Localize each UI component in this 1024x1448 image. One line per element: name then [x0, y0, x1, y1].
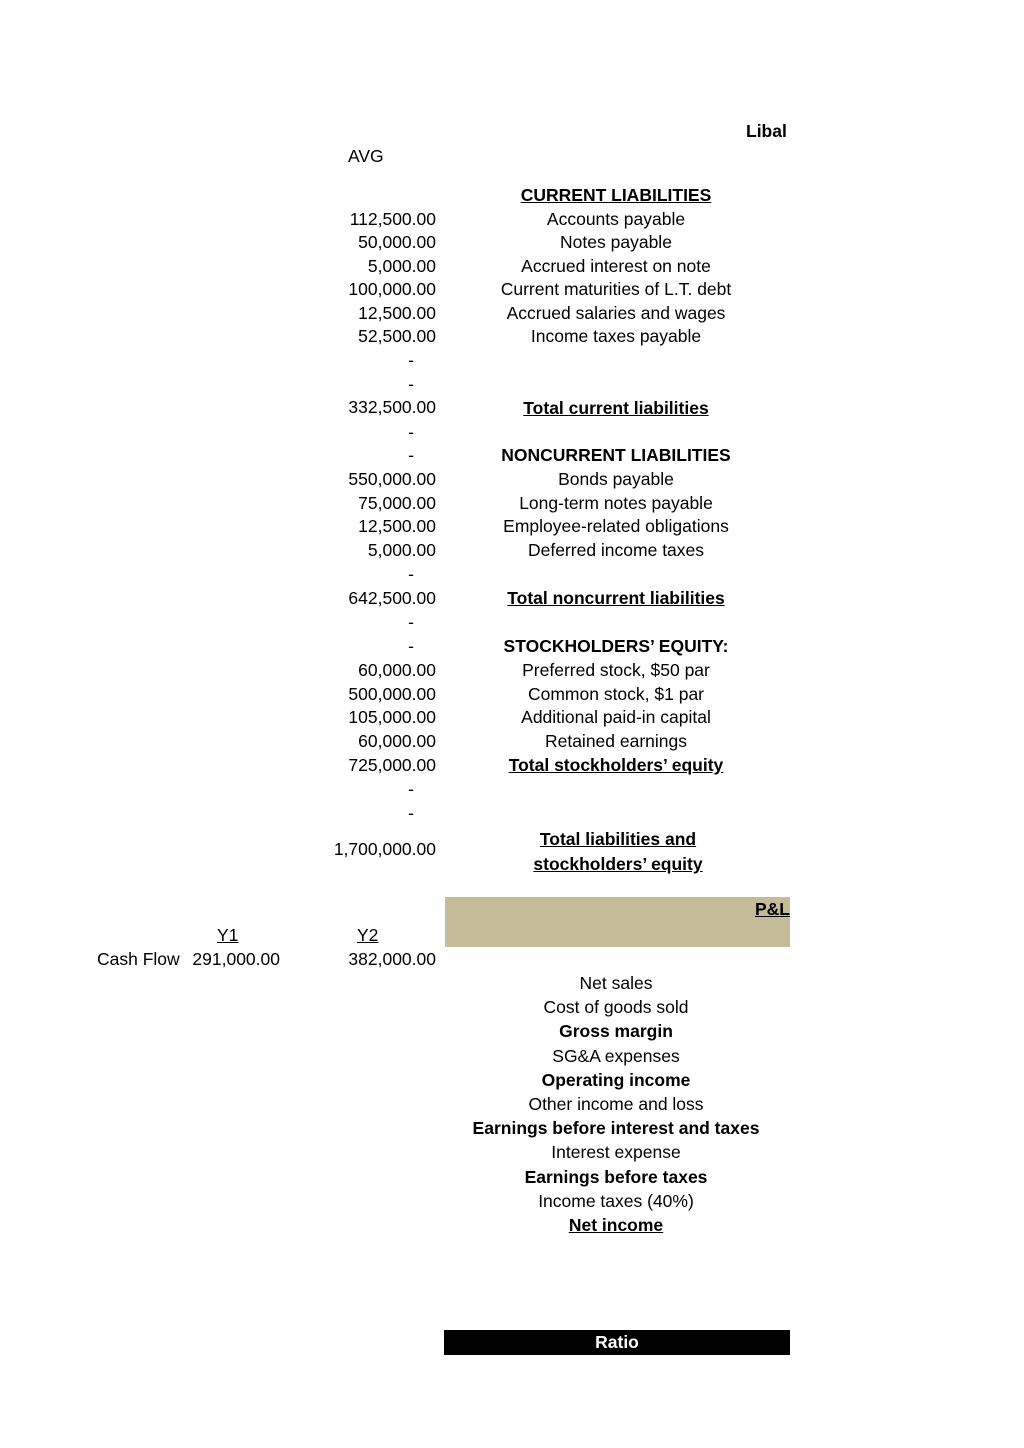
- retained-earnings-label: Retained earnings: [544, 731, 688, 751]
- accrued-interest-value: 5,000.00: [367, 256, 436, 276]
- dash-cell: -: [408, 422, 414, 442]
- common-stock-value: 500,000.00: [348, 684, 436, 704]
- dash-cell: -: [408, 803, 414, 823]
- accrued-interest-label: Accrued interest on note: [521, 256, 711, 276]
- income-taxes-payable-label: Income taxes payable: [530, 326, 702, 346]
- ratio-header-band: [444, 1330, 790, 1355]
- current-maturities-value: 100,000.00: [348, 279, 436, 299]
- pl-item: Cost of goods sold: [543, 997, 689, 1018]
- total-current-liabilities-value: 332,500.00: [348, 397, 436, 417]
- income-taxes-payable-value: 52,500.00: [358, 326, 436, 346]
- y1-column-header: Y1: [217, 925, 239, 945]
- dash-cell: -: [408, 612, 414, 632]
- noncurrent-liabilities-heading: NONCURRENT LIABILITIES: [501, 445, 731, 465]
- deferred-taxes-label: Deferred income taxes: [527, 540, 705, 560]
- apic-value: 105,000.00: [348, 707, 436, 727]
- apic-label: Additional paid-in capital: [521, 707, 711, 727]
- pl-item: Net sales: [579, 973, 653, 993]
- current-maturities-label: Current maturities of L.T. debt: [500, 279, 732, 299]
- pl-item: Net income: [568, 1215, 664, 1235]
- dash-cell: -: [408, 636, 414, 656]
- deferred-taxes-value: 5,000.00: [367, 540, 436, 560]
- total-liabilities-equity-label: Total liabilities and stockholders’ equity: [533, 829, 703, 874]
- pl-item: Income taxes (40%): [538, 1190, 694, 1211]
- avg-column-header: AVG: [348, 146, 384, 166]
- employee-obligations-label: Employee-related obligations: [503, 516, 729, 536]
- sheet-title: Libal: [746, 121, 787, 141]
- pl-item: Earnings before taxes: [524, 1166, 708, 1187]
- pl-item: Earnings before interest and taxes: [472, 1118, 760, 1139]
- total-noncurrent-liabilities-value: 642,500.00: [348, 588, 436, 608]
- lt-notes-payable-value: 75,000.00: [358, 493, 436, 513]
- preferred-stock-label: Preferred stock, $50 par: [522, 660, 710, 680]
- accrued-salaries-label: Accrued salaries and wages: [506, 303, 726, 323]
- preferred-stock-value: 60,000.00: [358, 660, 436, 680]
- cash-flow-label: Cash Flow: [97, 949, 180, 969]
- notes-payable-label: Notes payable: [560, 232, 672, 252]
- pl-item: Operating income: [541, 1069, 691, 1090]
- dash-cell: -: [408, 564, 414, 584]
- dash-cell: -: [408, 779, 414, 799]
- total-current-liabilities-label: Total current liabilities: [523, 398, 709, 418]
- total-liabilities-equity-value: 1,700,000.00: [333, 839, 436, 859]
- pl-item: Other income and loss: [528, 1094, 704, 1114]
- ratio-title: Ratio: [595, 1332, 639, 1352]
- pl-header-band: [445, 897, 790, 947]
- employee-obligations-value: 12,500.00: [358, 516, 436, 536]
- notes-payable-value: 50,000.00: [358, 232, 436, 252]
- pl-item: Interest expense: [551, 1142, 681, 1163]
- current-liabilities-heading: CURRENT LIABILITIES: [520, 185, 712, 205]
- accounts-payable-value: 112,500.00: [349, 209, 436, 229]
- common-stock-label: Common stock, $1 par: [527, 684, 705, 704]
- stockholders-equity-heading: STOCKHOLDERS’ EQUITY:: [503, 636, 729, 656]
- total-stockholders-equity-label: Total stockholders’ equity: [508, 755, 724, 775]
- dash-cell: -: [408, 350, 414, 370]
- pl-item: Gross margin: [559, 1021, 673, 1042]
- cash-flow-y1-value: 291,000.00: [192, 949, 280, 969]
- lt-notes-payable-label: Long-term notes payable: [519, 493, 713, 513]
- bonds-payable-label: Bonds payable: [558, 469, 674, 489]
- retained-earnings-value: 60,000.00: [358, 731, 436, 751]
- y2-column-header: Y2: [357, 925, 379, 945]
- total-stockholders-equity-value: 725,000.00: [348, 755, 436, 775]
- total-noncurrent-liabilities-label: Total noncurrent liabilities: [507, 588, 725, 608]
- pl-item: SG&A expenses: [552, 1045, 680, 1066]
- dash-cell: -: [408, 374, 414, 394]
- pl-title: P&L: [755, 899, 790, 919]
- accrued-salaries-value: 12,500.00: [358, 303, 436, 323]
- cash-flow-y2-value: 382,000.00: [348, 949, 436, 969]
- dash-cell: -: [408, 445, 414, 465]
- accounts-payable-label: Accounts payable: [546, 209, 686, 229]
- bonds-payable-value: 550,000.00: [348, 469, 436, 489]
